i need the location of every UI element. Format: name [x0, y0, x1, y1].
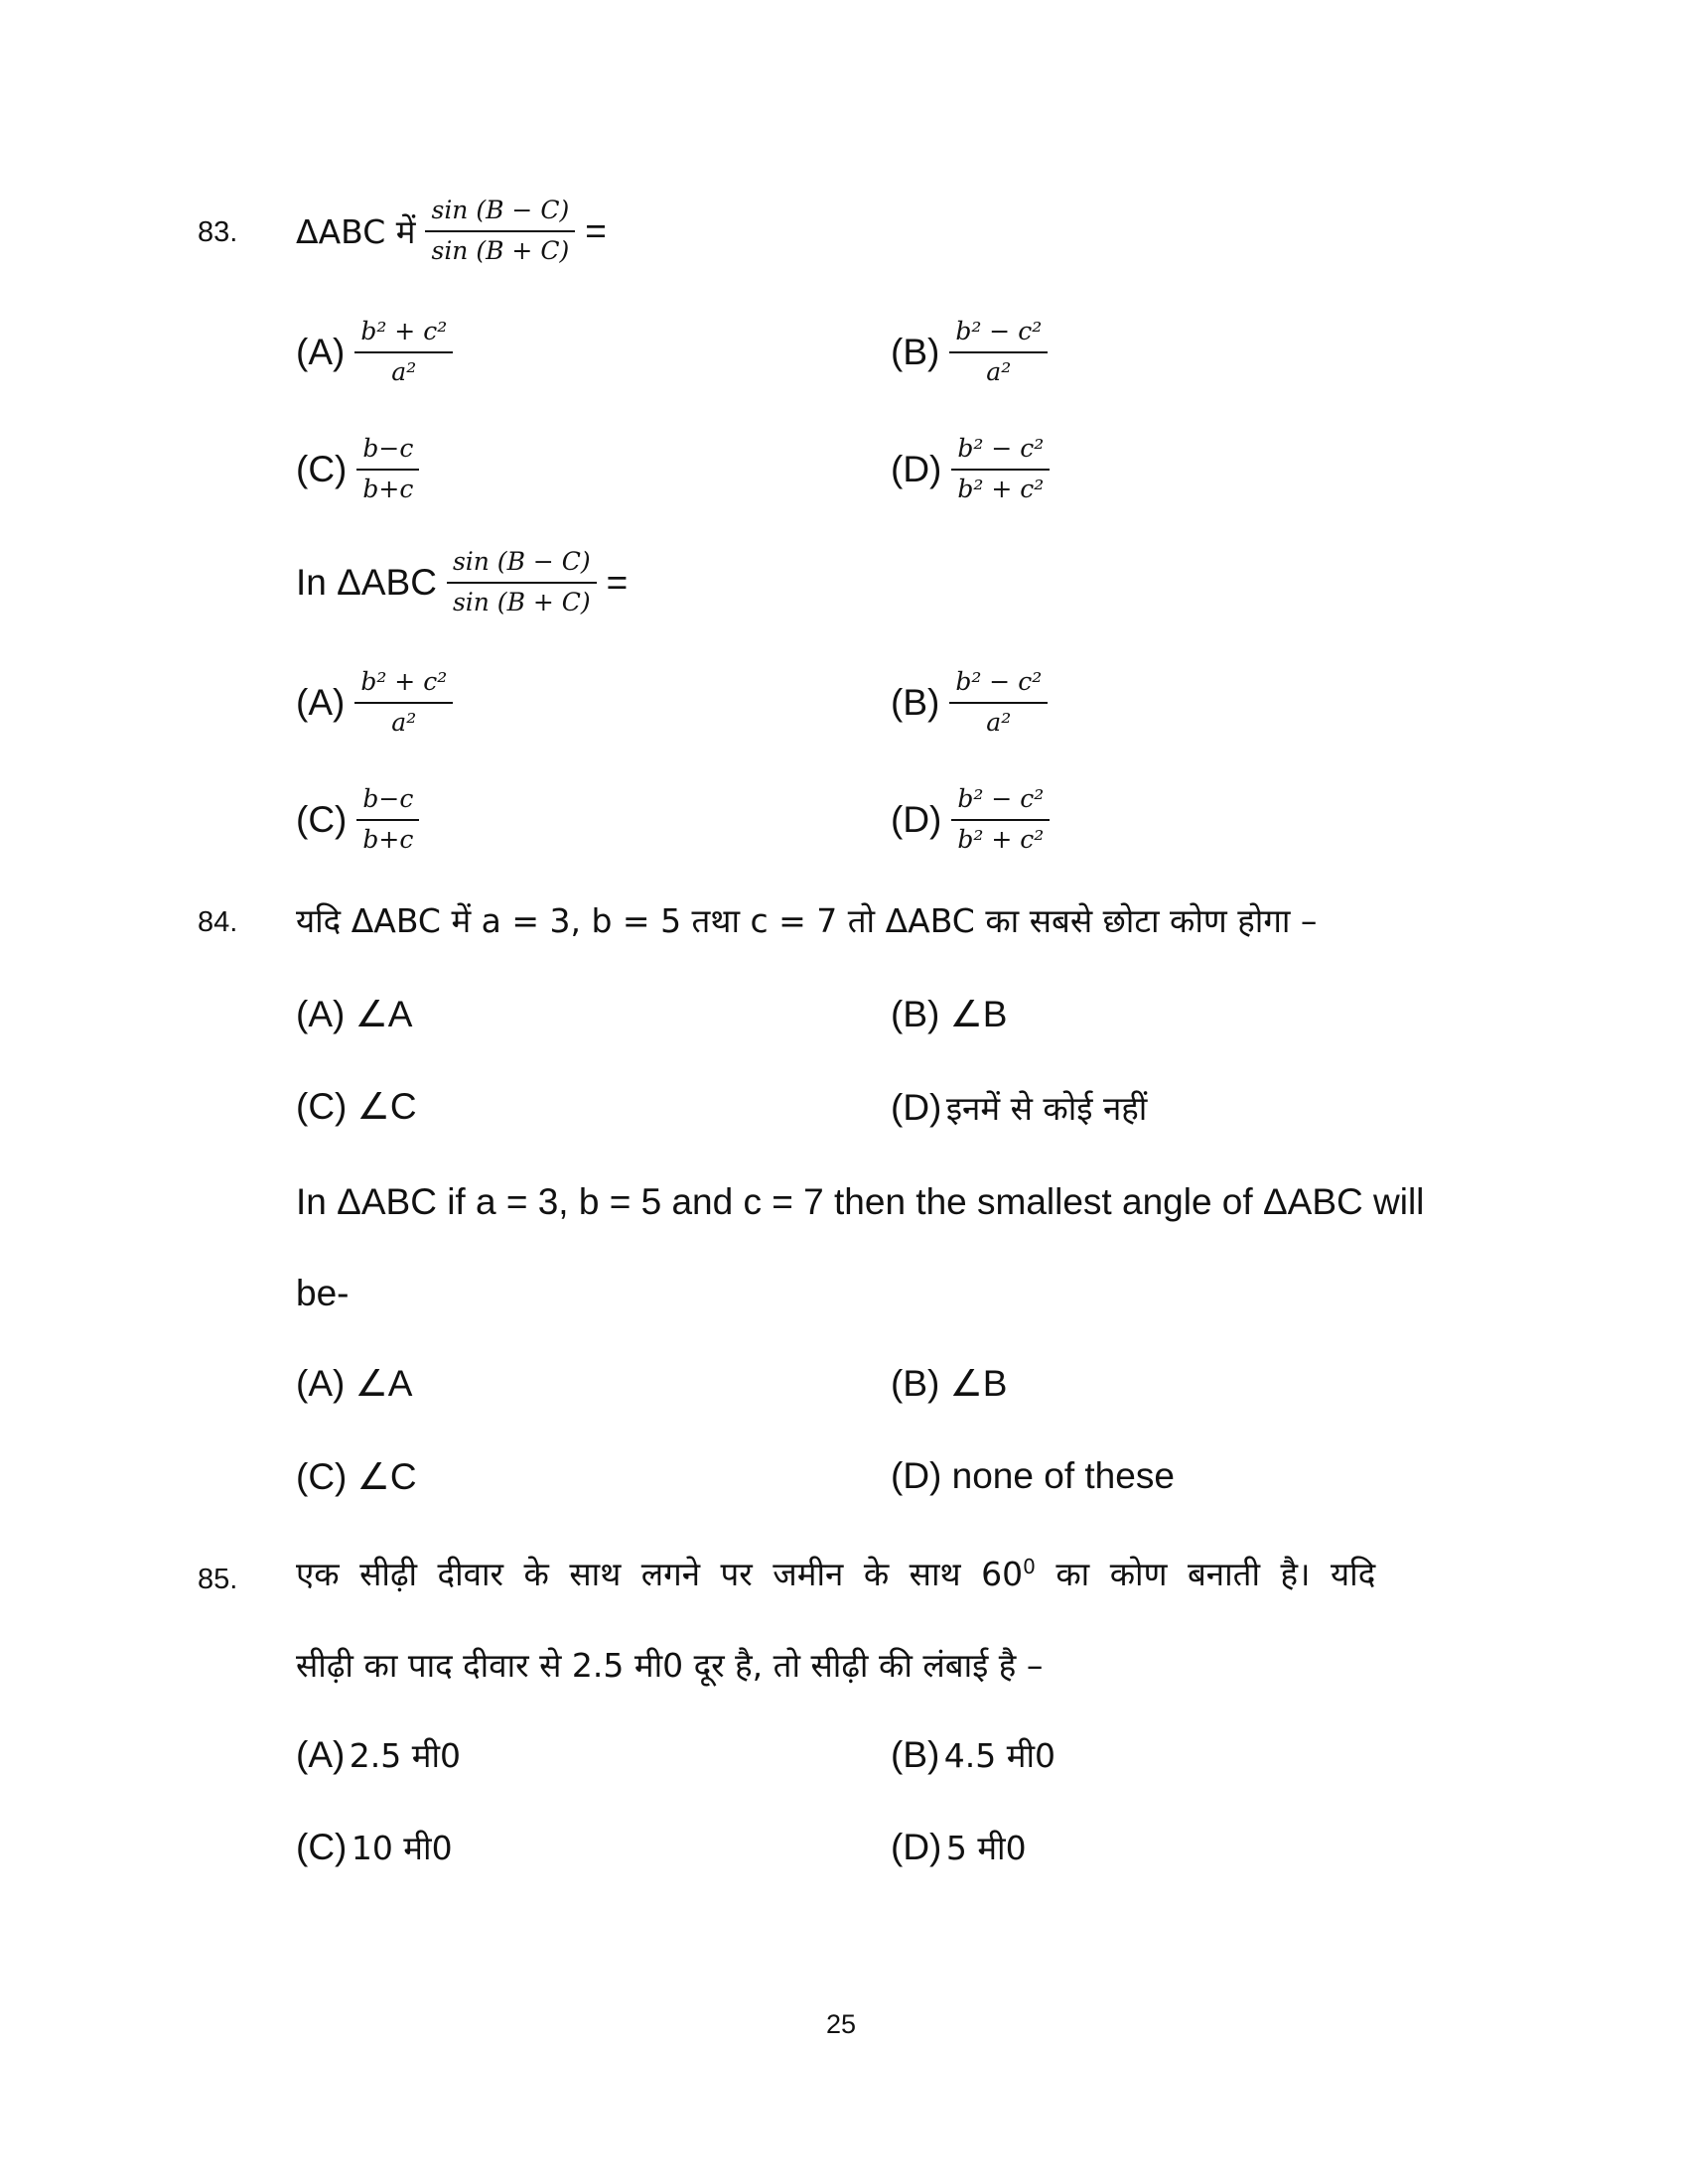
option-numerator: b² − c² [955, 317, 1043, 345]
page-number: 25 [826, 2009, 857, 2039]
q84-hi-option-a[interactable] [296, 993, 412, 1035]
q83-stem-fraction-en [447, 548, 597, 617]
option-text: ∠C [356, 1086, 417, 1127]
question-number-83: 83. [198, 216, 238, 248]
option-denominator: b+c [356, 469, 419, 504]
option-label: (B) [891, 994, 940, 1034]
q83-hindi-stem [296, 197, 607, 266]
option-fraction [951, 435, 1050, 504]
q85-stem-line1-text: एक सीढ़ी दीवार के साथ लगने पर जमीन के साथ 60 [296, 1555, 1024, 1593]
option-label: (D) [891, 1455, 942, 1496]
option-denominator: a² [949, 702, 1048, 738]
question-number-84: 84. [198, 906, 238, 938]
option-label: (A) [296, 331, 346, 372]
option-fraction [951, 785, 1050, 855]
option-label: (C) [296, 448, 348, 489]
option-text: none of these [951, 1455, 1175, 1496]
option-label: (B) [891, 681, 940, 723]
option-label: (A) [296, 1363, 346, 1404]
q83-english-prefix: In ΔABC [296, 561, 437, 603]
q84-english-stem-line1: In ΔABC if a = 3, b = 5 and c = 7 then the smallest angle of ΔABC will [296, 1181, 1425, 1222]
q83-stem-numerator: sin (B − C) [452, 547, 591, 576]
option-fraction [356, 435, 419, 504]
option-fraction [354, 668, 453, 738]
q84-english-stem-line2: be- [296, 1273, 350, 1313]
q85-option-d[interactable] [891, 1825, 1027, 1869]
option-fraction [356, 785, 419, 855]
option-numerator: b−c [362, 434, 414, 463]
q83-hi-option-c[interactable] [296, 435, 423, 504]
option-denominator: b² + c² [951, 819, 1050, 855]
q83-en-option-d[interactable] [891, 785, 1054, 855]
q83-en-option-a[interactable] [296, 668, 457, 738]
option-denominator: a² [949, 351, 1048, 387]
option-denominator: b² + c² [951, 469, 1050, 504]
option-label: (C) [296, 1456, 348, 1497]
q83-en-option-c[interactable] [296, 785, 423, 855]
option-text: इनमें से कोई नहीं [945, 1089, 1148, 1128]
option-text: ∠A [354, 994, 413, 1034]
option-numerator: b² − c² [957, 434, 1045, 463]
q84-hi-option-d[interactable] [891, 1085, 1147, 1130]
option-label: (B) [891, 1734, 940, 1775]
option-label: (C) [296, 798, 348, 840]
option-text: 5 मी0 [945, 1829, 1027, 1867]
q83-hi-option-d[interactable] [891, 435, 1054, 504]
option-label: (B) [891, 331, 940, 372]
q84-en-option-c[interactable] [296, 1455, 417, 1498]
option-numerator: b² − c² [955, 667, 1043, 696]
q83-stem-denominator: sin (B + C) [425, 230, 575, 266]
option-text: 2.5 मी0 [349, 1736, 462, 1775]
option-label: (D) [891, 1087, 942, 1128]
q83-stem-fraction [425, 197, 575, 266]
option-fraction [354, 318, 453, 387]
option-label: (D) [891, 798, 942, 840]
q85-option-a[interactable] [296, 1732, 461, 1777]
q83-english-stem [296, 548, 628, 617]
q84-en-option-a[interactable] [296, 1362, 412, 1405]
q85-stem-line1-text-end: का कोण बनाती है। यदि [1035, 1555, 1376, 1593]
option-fraction [949, 668, 1048, 738]
q83-equals-sign: = [606, 561, 629, 603]
option-label: (A) [296, 994, 346, 1034]
q84-hi-option-b[interactable] [891, 993, 1007, 1035]
q84-en-option-d[interactable] [891, 1455, 1175, 1497]
q83-stem-numerator: sin (B − C) [431, 196, 570, 224]
q85-option-c[interactable] [296, 1825, 453, 1869]
option-text: ∠B [949, 994, 1008, 1034]
option-text: 4.5 मी0 [943, 1736, 1056, 1775]
q85-stem-line1 [296, 1551, 1487, 1595]
option-text: ∠A [354, 1363, 413, 1404]
option-label: (D) [891, 448, 942, 489]
option-numerator: b² + c² [360, 667, 448, 696]
option-denominator: a² [354, 351, 453, 387]
q83-stem-denominator: sin (B + C) [447, 582, 597, 617]
option-denominator: a² [354, 702, 453, 738]
q84-hindi-stem: यदि ΔABC में a = 3, b = 5 तथा c = 7 तो ΔABC का सबसे छोटा कोण होगा – [296, 901, 1318, 940]
option-text: 10 मी0 [351, 1829, 453, 1867]
q83-hi-option-a[interactable] [296, 318, 457, 387]
option-label: (A) [296, 1734, 346, 1775]
question-number-85: 85. [198, 1564, 238, 1595]
q83-hi-option-b[interactable] [891, 318, 1052, 387]
option-fraction [949, 318, 1048, 387]
option-label: (A) [296, 681, 346, 723]
option-numerator: b² + c² [360, 317, 448, 345]
option-numerator: b² − c² [957, 784, 1045, 813]
option-label: (D) [891, 1827, 942, 1867]
option-denominator: b+c [356, 819, 419, 855]
option-text: ∠B [949, 1363, 1008, 1404]
option-label: (B) [891, 1363, 940, 1404]
q84-en-option-b[interactable] [891, 1362, 1007, 1405]
option-label: (C) [296, 1827, 348, 1867]
option-text: ∠C [356, 1456, 417, 1497]
degree-superscript: 0 [1023, 1555, 1036, 1578]
q85-option-b[interactable] [891, 1732, 1055, 1777]
q83-hindi-prefix: ΔABC में [296, 212, 416, 252]
q83-equals-sign: = [585, 209, 607, 251]
option-label: (C) [296, 1086, 348, 1127]
q84-hi-option-c[interactable] [296, 1085, 417, 1128]
q85-stem-line2: सीढ़ी का पाद दीवार से 2.5 मी0 दूर है, तो सीढ़ी की लंबाई है – [296, 1646, 1044, 1685]
q83-en-option-b[interactable] [891, 668, 1052, 738]
option-numerator: b−c [362, 784, 414, 813]
